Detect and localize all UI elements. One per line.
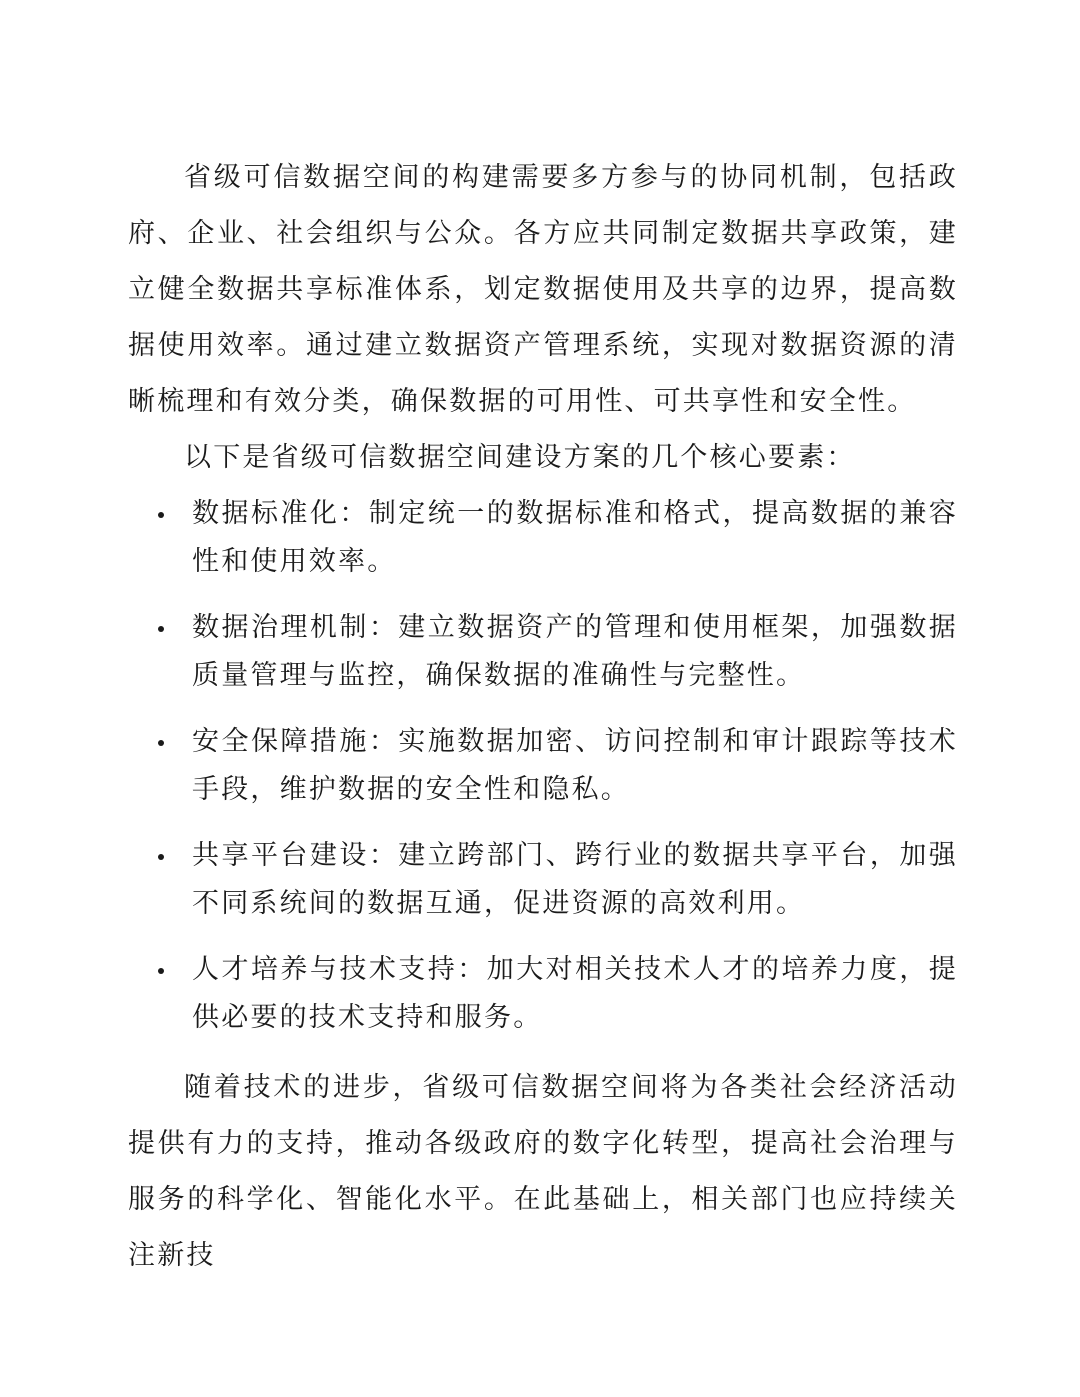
core-elements-list <box>128 490 958 1042</box>
list-item <box>128 490 958 586</box>
bullet-dot-icon <box>158 626 164 632</box>
list-item <box>128 604 958 700</box>
list-item-text: 数据标准化：制定统一的数据标准和格式，提高数据的兼容性和使用效率。 <box>192 498 958 577</box>
bullet-dot-icon <box>158 854 164 860</box>
list-item <box>128 946 958 1042</box>
paragraph-outlook: 随着技术的进步，省级可信数据空间将为各类社会经济活动提供有力的支持，推动各级政府的数字化转型，提高社会治理与服务的科学化、智能化水平。在此基础上，相关部门也应持续关注新技 <box>128 1072 958 1271</box>
list-item <box>128 832 958 928</box>
list-item-text: 人才培养与技术支持：加大对相关技术人才的培养力度，提供必要的技术支持和服务。 <box>192 954 958 1033</box>
bullet-dot-icon <box>158 740 164 746</box>
core-elements-intro: 以下是省级可信数据空间建设方案的几个核心要素： <box>184 442 856 473</box>
list-item-text: 安全保障措施：实施数据加密、访问控制和审计跟踪等技术手段，维护数据的安全性和隐私。 <box>192 726 958 805</box>
paragraph-collaboration: 省级可信数据空间的构建需要多方参与的协同机制，包括政府、企业、社会组织与公众。各方应共同制定数据共享政策，建立健全数据共享标准体系，划定数据使用及共享的边界，提高数据使用效率。通过建立数据资产管理系统，实现对数据资源的清晰梳理和有效分类，确保数据的可用性、可共享性和安全性。 <box>128 162 958 417</box>
list-item-text: 数据治理机制：建立数据资产的管理和使用框架，加强数据质量管理与监控，确保数据的准确性与完整性。 <box>192 612 958 691</box>
list-item-text: 共享平台建设：建立跨部门、跨行业的数据共享平台，加强不同系统间的数据互通，促进资源的高效利用。 <box>192 840 958 919</box>
bullet-dot-icon <box>158 512 164 518</box>
document-page <box>128 150 958 1284</box>
list-item <box>128 718 958 814</box>
bullet-dot-icon <box>158 968 164 974</box>
